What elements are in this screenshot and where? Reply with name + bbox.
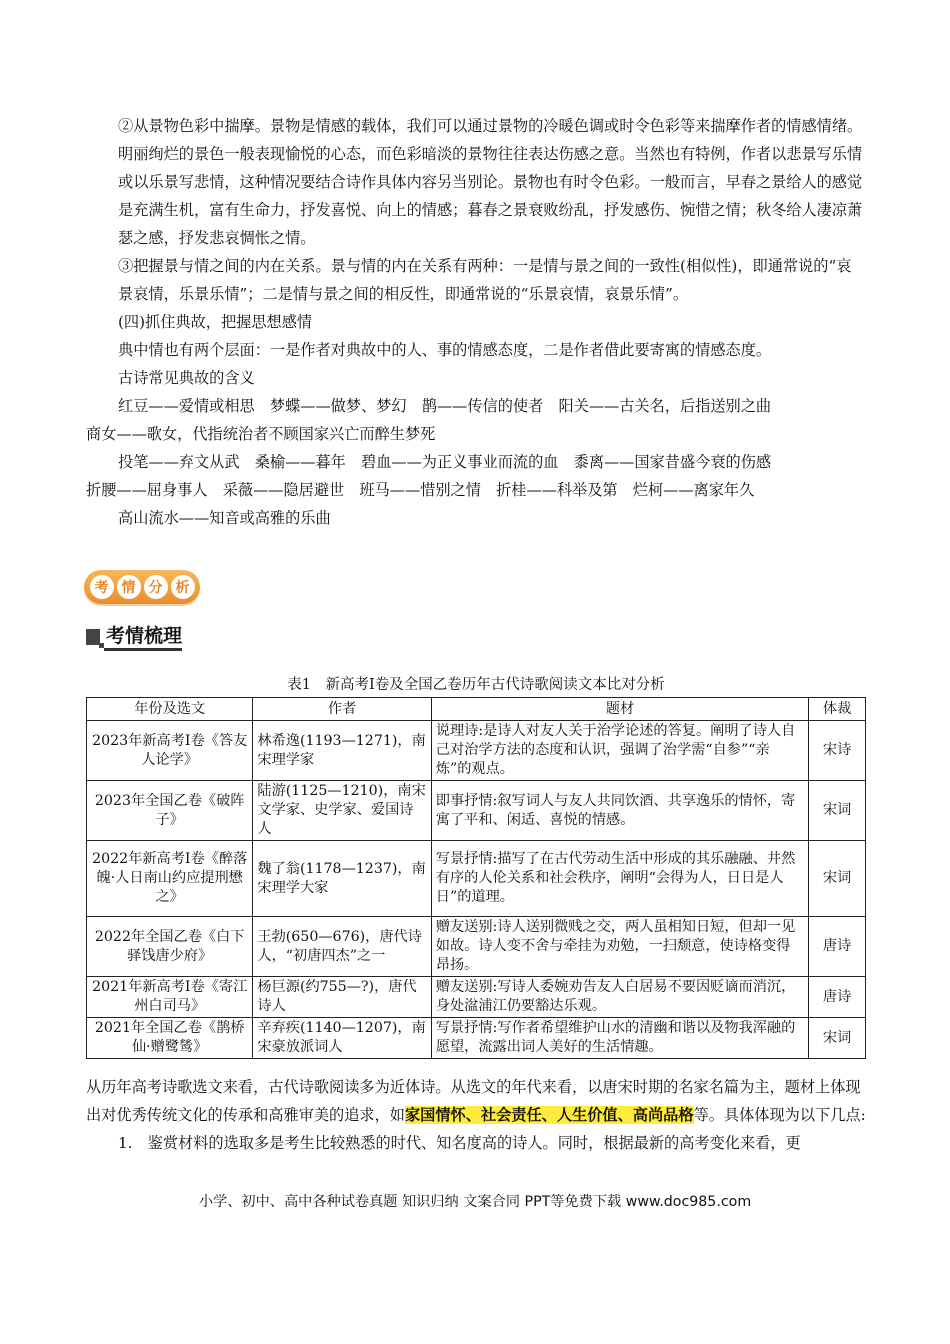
table-cell: 宋诗 xyxy=(809,721,866,781)
table-caption: 表1 新高考Ⅰ卷及全国乙卷历年古代诗歌阅读文本比对分析 xyxy=(287,677,665,693)
table-cell: 2021年新高考Ⅰ卷《寄江州白司马》 xyxy=(87,977,253,1018)
table-cell: 魏了翁(1178—1237)，南宋理学大家 xyxy=(253,841,431,917)
table-header-cell: 年份及选文 xyxy=(87,698,253,721)
paragraph-color: ②从景物色彩中揣摩。景物是情感的载体，我们可以通过景物的冷暖色调或时令色彩等来揣摩作者的情感情绪。明丽绚烂的景色一般表现愉悦的心态，而色彩暗淡的景物往往表达伤感之意。当然也有特例，作者以悲景写乐情或以乐景写悲情，这种情况要结合诗作具体内容另当别论。景物也有时令色彩。一般而言，早春之景给人的感觉是充满生机，富有生命力，抒发喜悦、向上的情感；暮春之景衰败纷乱，抒发感伤、惋惜之情；秋冬给人凄凉萧瑟之感，抒发悲哀惆怅之情。 xyxy=(118,117,863,247)
table-cell: 2022年全国乙卷《白下驿饯唐少府》 xyxy=(87,917,253,977)
allusion-line-1: 红豆——爱情或相思 梦蝶——做梦、梦幻 鹊——传信的使者 阳关——古关名，后指送别之曲 xyxy=(118,397,772,415)
table-cell: 写景抒情:描写了在古代劳动生活中形成的其乐融融、井然有序的人伦关系和社会秩序，阐明“会得为人，日日是人日”的道理。 xyxy=(431,841,808,917)
table-cell: 辛弃疾(1140—1207)，南宋豪放派词人 xyxy=(253,1018,431,1059)
analysis-paragraph xyxy=(86,1073,868,1129)
table-cell: 即事抒情:叙写词人与友人共同饮酒、共享逸乐的情怀，寄寓了平和、闲适、喜悦的情感。 xyxy=(431,781,808,841)
table-cell: 宋词 xyxy=(809,1018,866,1059)
table-cell: 唐诗 xyxy=(809,917,866,977)
badge-char: 析 xyxy=(171,575,195,599)
table-row xyxy=(87,917,866,977)
allusion-line-3: 投笔——弃文从武 桑榆——暮年 碧血——为正义事业而流的血 黍离——国家昔盛今衰的伤感 xyxy=(118,453,772,471)
comparison-table xyxy=(86,697,866,1059)
allusion-line-5: 高山流水——知音或高雅的乐曲 xyxy=(118,509,331,527)
table-row xyxy=(87,781,866,841)
allusion-line-4: 折腰——屈身事人 采薇——隐居避世 班马——惜别之情 折桂——科举及第 烂柯——离家年久 xyxy=(86,481,755,499)
table-cell: 王勃(650—676)，唐代诗人，“初唐四杰”之一 xyxy=(253,917,431,977)
paragraph-relation: ③把握景与情之间的内在关系。景与情的内在关系有两种：一是情与景之间的一致性(相似性)，即通常说的“哀景哀情，乐景乐情”；二是情与景之间的相反性，即通常说的“乐景哀情，哀景乐情”。 xyxy=(118,257,852,303)
section-marker-icon xyxy=(86,629,100,645)
table-cell: 宋词 xyxy=(809,781,866,841)
table-header-cell: 体裁 xyxy=(809,698,866,721)
table-cell: 2023年新高考Ⅰ卷《答友人论学》 xyxy=(87,721,253,781)
table-cell: 2021年全国乙卷《鹊桥仙·赠鹭鸶》 xyxy=(87,1018,253,1059)
exam-analysis-badge xyxy=(84,570,200,604)
table-cell: 赠友送别:写诗人委婉劝告友人白居易不要因贬谪而消沉，身处湓浦江仍要豁达乐观。 xyxy=(431,977,808,1018)
table-cell: 2023年全国乙卷《破阵子》 xyxy=(87,781,253,841)
table-row xyxy=(87,721,866,781)
table-cell: 唐诗 xyxy=(809,977,866,1018)
list-item: 1. 鉴赏材料的选取多是考生比较熟悉的时代、知名度高的诗人。同时，根据最新的高考变化来看，更 xyxy=(118,1134,801,1152)
allusion-list-title: 古诗常见典故的含义 xyxy=(118,369,255,387)
allusion-line-2: 商女——歌女，代指统治者不顾国家兴亡而醉生梦死 xyxy=(86,425,436,443)
table-cell: 2022年新高考Ⅰ卷《醉落魄·人日南山约应提刑懋之》 xyxy=(87,841,253,917)
page-footer: 小学、初中、高中各种试卷真题 知识归纳 文案合同 PPT等免费下载 www.doc985.com xyxy=(198,1194,752,1210)
section-heading xyxy=(86,624,182,650)
table-cell: 陆游(1125—1210)，南宋文学家、史学家、爱国诗人 xyxy=(253,781,431,841)
subheading-allusion: (四)抓住典故，把握思想感情 xyxy=(118,313,313,331)
table-row xyxy=(87,977,866,1018)
table-cell: 写景抒情:写作者希望维护山水的清幽和谐以及物我浑融的愿望，流露出词人美好的生活情趣。 xyxy=(431,1018,808,1059)
paragraph-allusion: 典中情也有两个层面：一是作者对典故中的人、事的情感态度，二是作者借此要寄寓的情感态度。 xyxy=(118,341,772,359)
table-header-cell: 题材 xyxy=(431,698,808,721)
badge-char: 情 xyxy=(117,575,141,599)
badge-char: 考 xyxy=(90,575,114,599)
badge-char: 分 xyxy=(144,575,168,599)
table-cell: 说理诗:是诗人对友人关于治学论述的答复。阐明了诗人自己对治学方法的态度和认识，强调了治学需“自参”“亲炼”的观点。 xyxy=(431,721,808,781)
analysis-text: 从历年高考诗歌选文来看，古代诗歌阅读多为近体诗。从选文的年代来看，以唐宋时期的名家名篇为主，题材上体现出对优秀传统文化的传承和高雅审美的追求，如 xyxy=(86,1078,861,1124)
table-row xyxy=(87,841,866,917)
table-cell: 宋词 xyxy=(809,841,866,917)
analysis-text-end: 等。具体体现为以下几点: xyxy=(693,1106,866,1124)
table-header-cell: 作者 xyxy=(253,698,431,721)
table-cell: 林希逸(1193—1271)，南宋理学家 xyxy=(253,721,431,781)
table-header-row xyxy=(87,698,866,721)
table-row xyxy=(87,1018,866,1059)
section-title: 考情梳理 xyxy=(104,624,182,651)
analysis-highlight: 家国情怀、社会责任、人生价值、高尚品格 xyxy=(404,1106,694,1124)
table-cell: 赠友送别:诗人送别微贱之交，两人虽相知日短，但却一见如故。诗人变不舍与牵挂为劝勉，一扫颓意，使诗格变得昂扬。 xyxy=(431,917,808,977)
table-cell: 杨巨源(约755—?)，唐代诗人 xyxy=(253,977,431,1018)
